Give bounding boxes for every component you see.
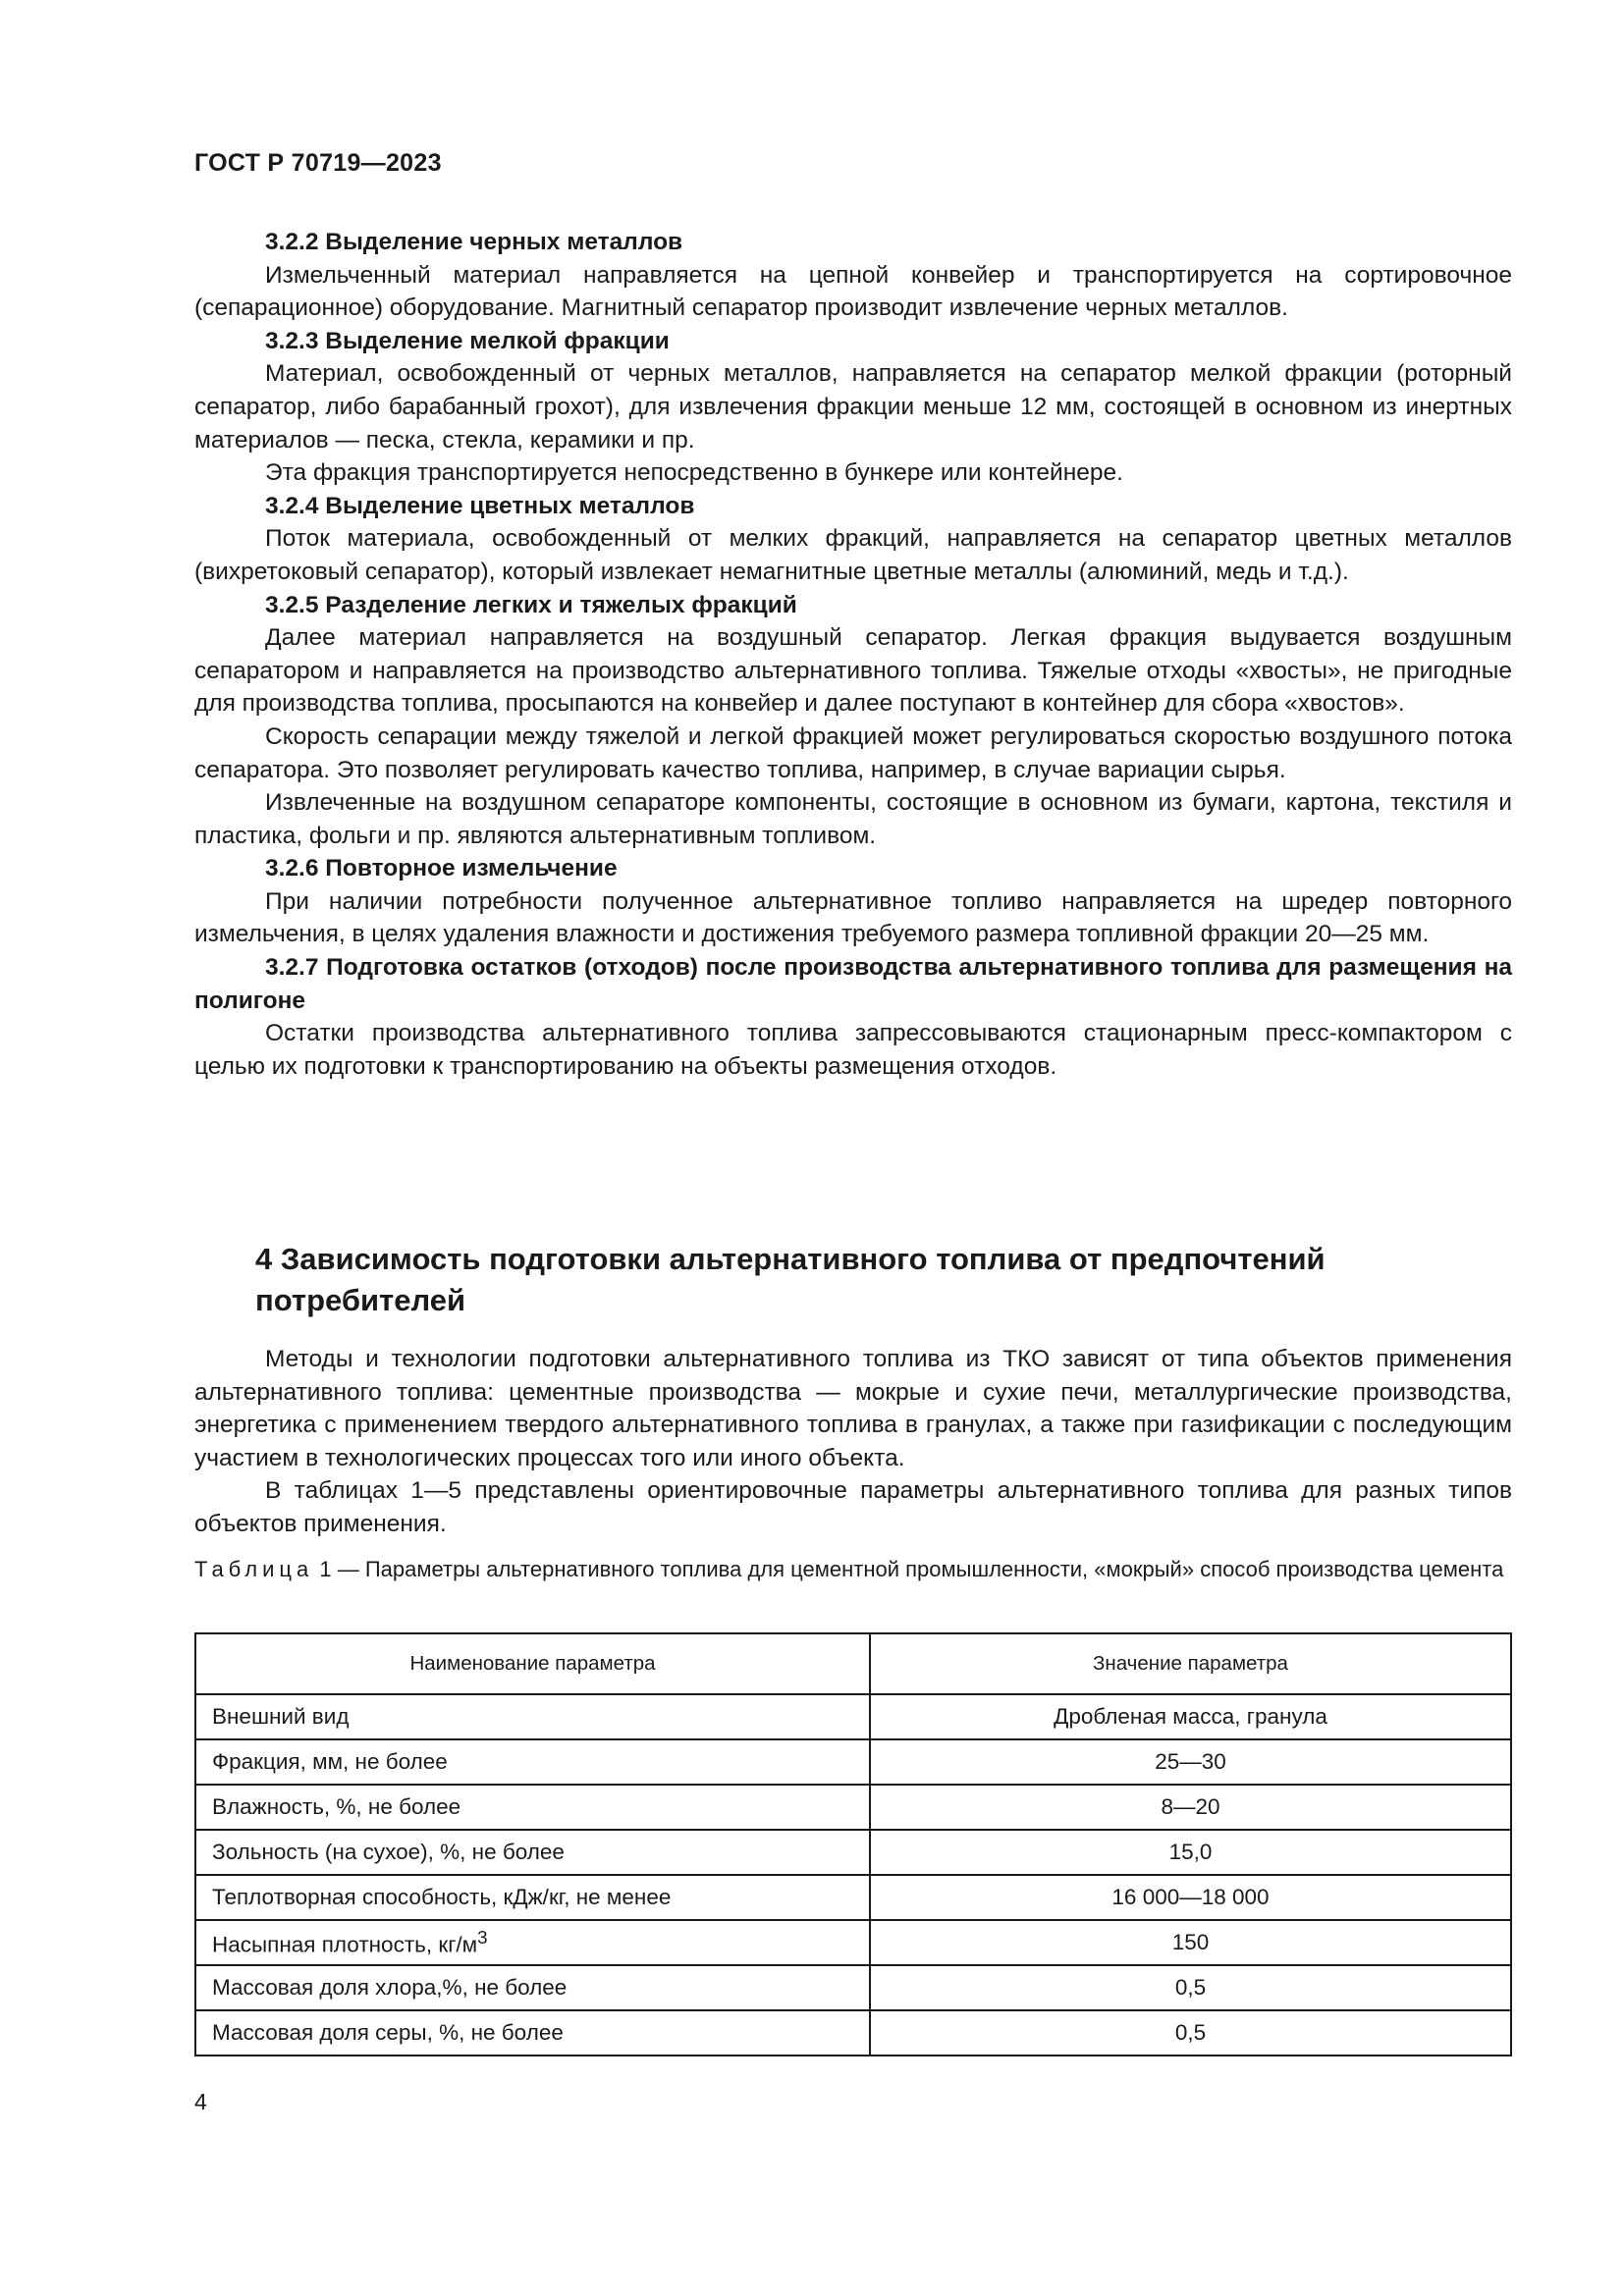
section-3-2-content — [194, 226, 1512, 1083]
section-4-content — [194, 1343, 1512, 1541]
table-caption-text: 1 — Параметры альтернативного топлива для цементной промышленности, «мокрый» способ производства цемента — [313, 1557, 1504, 1581]
param-name: Массовая доля серы, %, не более — [195, 2010, 870, 2056]
subsection-title-3-2-5: 3.2.5 Разделение легких и тяжелых фракций — [265, 591, 797, 618]
paragraph: Измельченный материал направляется на цепной конвейер и транспортируется на сортировочное (сепарационное) оборудование. Магнитный сепаратор производит извлечение черных металлов. — [194, 261, 1512, 322]
section-title-4: 4 Зависимость подготовки альтернативного топлива от предпочтений потребителей — [255, 1242, 1326, 1317]
param-name: Внешний вид — [195, 1694, 870, 1739]
paragraph: Извлеченные на воздушном сепараторе компоненты, состоящие в основном из бумаги, картона, текстиля и пластика, фольги и пр. являются альтернативным топливом. — [194, 789, 1512, 849]
paragraph: Поток материала, освобожденный от мелких фракций, направляется на сепаратор цветных металлов (вихретоковый сепаратор), который извлекает немагнитные цветные металлы (алюминий, медь и т.д.). — [194, 525, 1512, 585]
subsection-title-3-2-3: 3.2.3 Выделение мелкой фракции — [265, 327, 670, 354]
paragraph: Остатки производства альтернативного топлива запрессовываются стационарным пресс-компактором с целью их подготовки к транспортированию на объекты размещения отходов. — [194, 1020, 1512, 1080]
parameters-table — [194, 1632, 1512, 2056]
param-value: 15,0 — [870, 1830, 1511, 1875]
page-number: 4 — [194, 2089, 207, 2114]
paragraph: Далее материал направляется на воздушный сепаратор. Легкая фракция выдувается воздушным сепаратором и направляется на производство альтернативного топлива. Тяжелые отходы «хвосты», не пригодные для производства топлива, просыпаются на конвейер и далее поступают в контейнер для сбора «хвостов». — [194, 624, 1512, 718]
param-value: Дробленая масса, гранула — [870, 1694, 1511, 1739]
param-name: Влажность, %, не более — [195, 1785, 870, 1830]
subsection-title-3-2-4: 3.2.4 Выделение цветных металлов — [265, 492, 695, 519]
param-name: Фракция, мм, не более — [195, 1739, 870, 1785]
table-row — [195, 1965, 1511, 2010]
subsection-title-3-2-2: 3.2.2 Выделение черных металлов — [265, 229, 683, 255]
column-header-parameter: Наименование параметра — [195, 1633, 870, 1694]
table-row — [195, 1785, 1511, 1830]
paragraph: В таблицах 1—5 представлены ориентировочные параметры альтернативного топлива для разных типов объектов применения. — [194, 1477, 1512, 1537]
param-name-cell — [195, 1920, 870, 1965]
subsection-title-3-2-6: 3.2.6 Повторное измельчение — [265, 855, 618, 882]
param-value: 25—30 — [870, 1739, 1511, 1785]
table-row — [195, 2010, 1511, 2056]
param-name: Насыпная плотность, кг/м — [212, 1932, 478, 1957]
table-row — [195, 1694, 1511, 1739]
table-caption — [194, 1555, 1512, 1583]
param-value: 0,5 — [870, 1965, 1511, 2010]
param-value: 150 — [870, 1920, 1511, 1965]
paragraph: Скорость сепарации между тяжелой и легкой фракцией может регулироваться скоростью воздушного потока сепаратора. Это позволяет регулировать качество топлива, например, в случае вариации сырья. — [194, 722, 1512, 783]
param-value: 8—20 — [870, 1785, 1511, 1830]
document-header: ГОСТ Р 70719—2023 — [194, 149, 442, 177]
param-value: 0,5 — [870, 2010, 1511, 2056]
param-value: 16 000—18 000 — [870, 1875, 1511, 1920]
paragraph: Эта фракция транспортируется непосредственно в бункере или контейнере. — [265, 459, 1123, 487]
table-row — [195, 1739, 1511, 1785]
param-name-superscript: 3 — [477, 1927, 488, 1949]
table-header-row — [195, 1633, 1511, 1694]
table-caption-label: Таблица — [194, 1557, 314, 1581]
table-row — [195, 1830, 1511, 1875]
paragraph: Материал, освобожденный от черных металлов, направляется на сепаратор мелкой фракции (роторный сепаратор, либо барабанный грохот), для извлечения фракции меньше 12 мм, состоящей в основном из инертных материалов — песка, стекла, керамики и пр. — [194, 360, 1512, 454]
subsection-title-3-2-7: 3.2.7 Подготовка остатков (отходов) после производства альтернативного топлива для размещения на полигоне — [194, 954, 1512, 1014]
param-name: Массовая доля хлора,%, не более — [195, 1965, 870, 2010]
table-row — [195, 1875, 1511, 1920]
param-name: Теплотворная способность, кДж/кг, не менее — [195, 1875, 870, 1920]
table-row — [195, 1920, 1511, 1965]
param-name: Зольность (на сухое), %, не более — [195, 1830, 870, 1875]
column-header-value: Значение параметра — [870, 1633, 1511, 1694]
paragraph: Методы и технологии подготовки альтернативного топлива из ТКО зависят от типа объектов применения альтернативного топлива: цементные производства — мокрые и сухие печи, металлургические производства, энергетика с применением твердого альтернативного топлива в гранулах, а также при газификации с последующим участием в технологических процессах того или иного объекта. — [194, 1346, 1512, 1471]
paragraph: При наличии потребности полученное альтернативное топливо направляется на шредер повторного измельчения, в целях удаления влажности и достижения требуемого размера топливной фракции 20—25 мм. — [194, 887, 1512, 948]
